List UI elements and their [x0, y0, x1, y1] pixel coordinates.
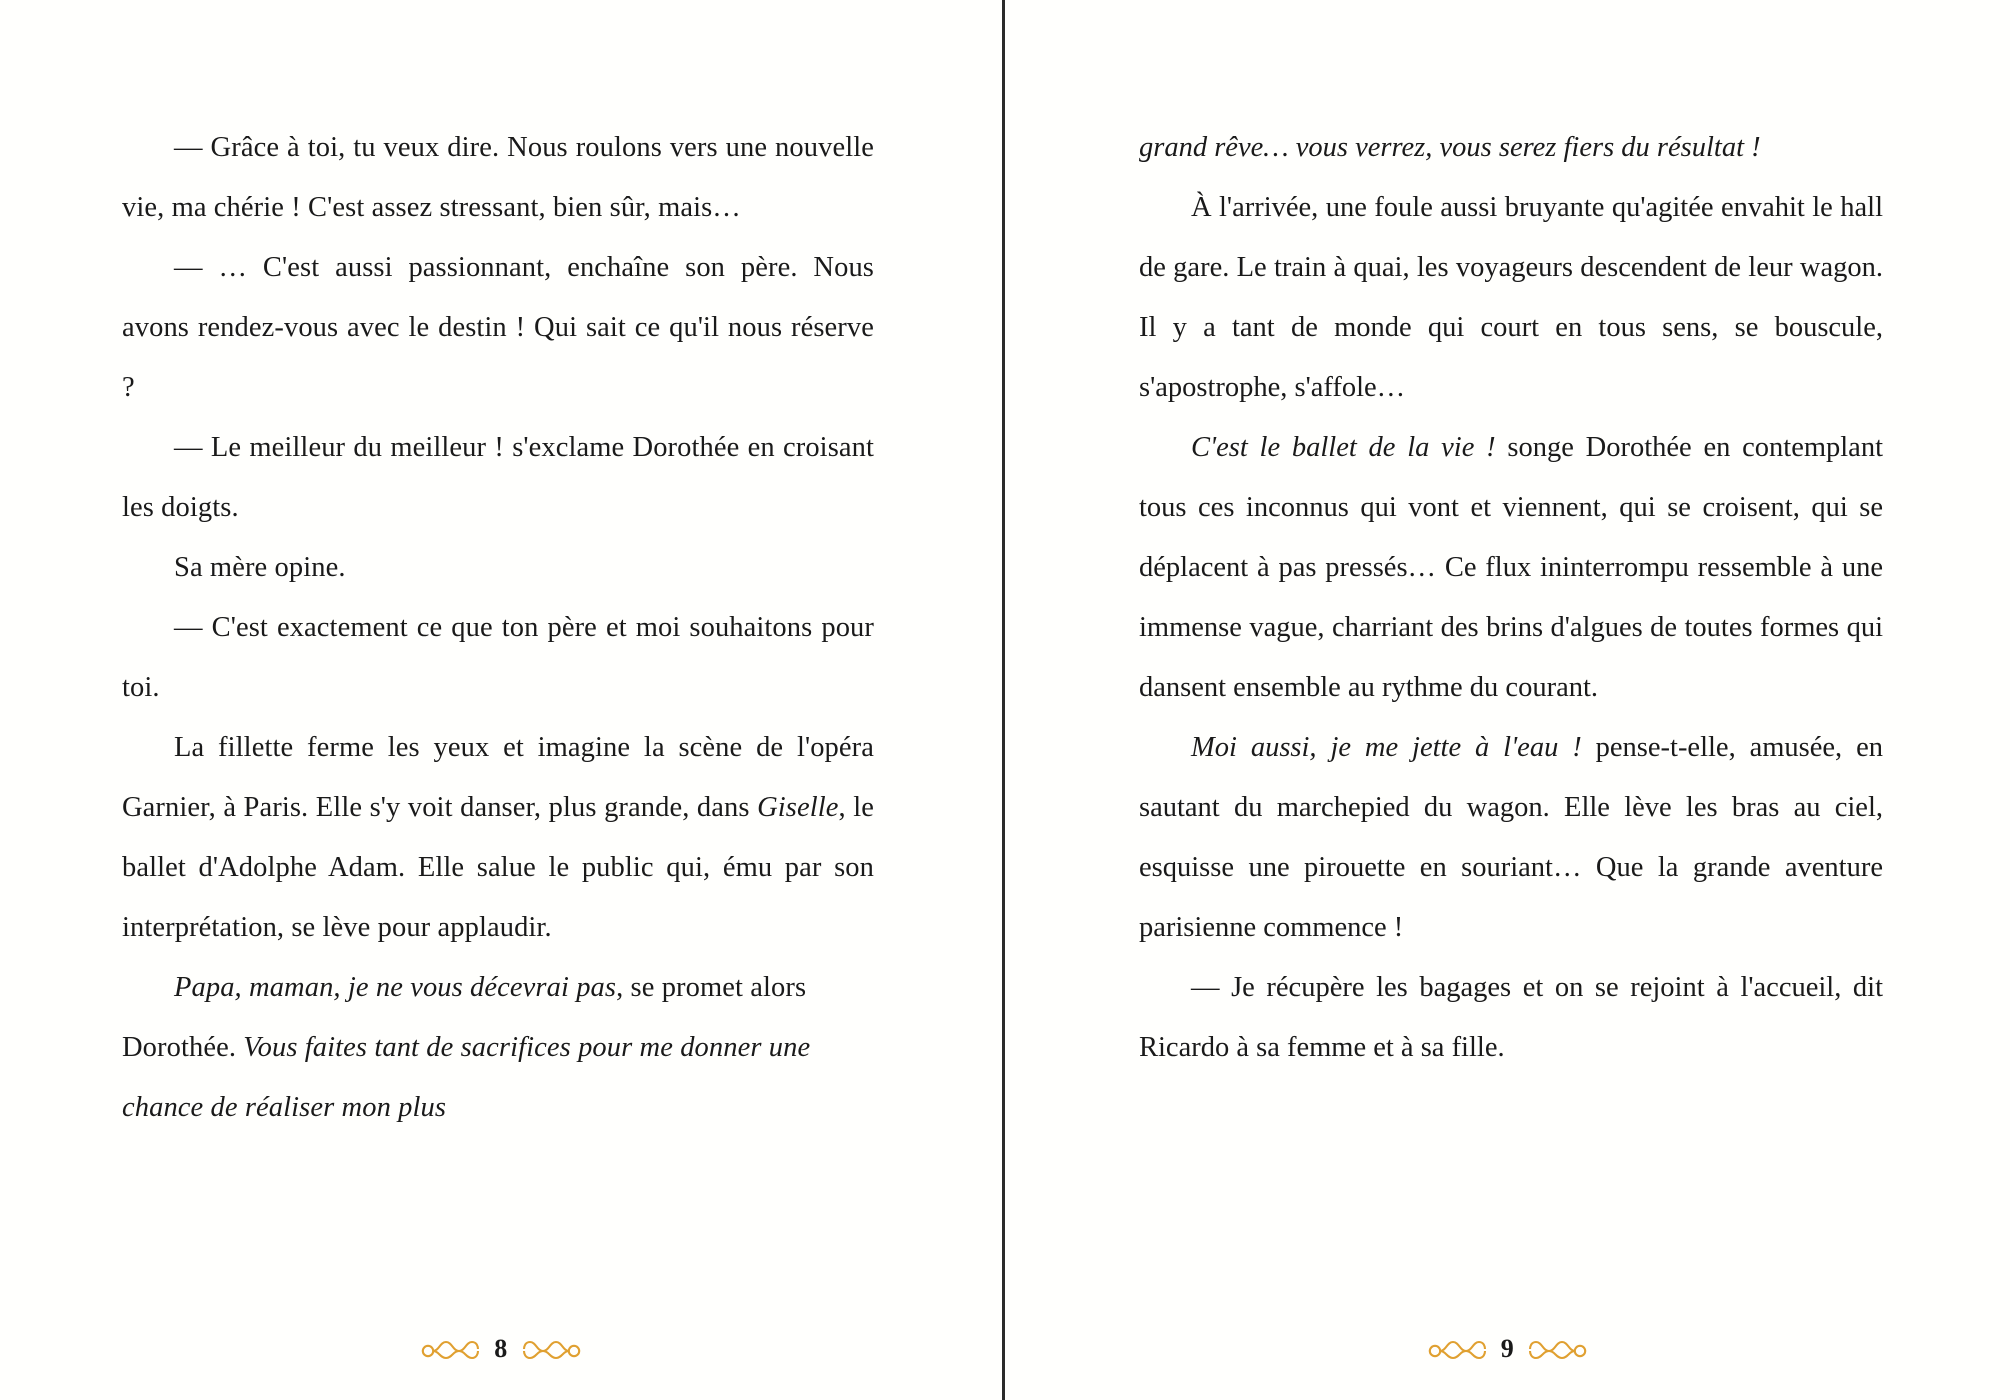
page-right-folio: [1005, 1334, 2010, 1364]
page-left-textblock: [122, 118, 874, 1138]
paragraph: [1139, 958, 1883, 1078]
paragraph: [1139, 418, 1883, 718]
text-run: — Le meilleur du meilleur ! s'exclame Dorothée en croisant les doigts.: [122, 432, 874, 523]
paragraph: [122, 958, 874, 1138]
italic-run: Vous faites tant de sacrifices pour me donner une chance de réaliser mon plus: [122, 1032, 811, 1123]
italic-run: Papa, maman, je ne vous décevrai pas: [174, 972, 617, 1003]
page-right: [1005, 0, 2010, 1400]
ornament-flourish-left-icon: [1427, 1338, 1487, 1360]
text-run: — Grâce à toi, tu veux dire. Nous roulons vers une nouvelle vie, ma chérie ! C'est assez stressant, bien sûr, mais…: [122, 132, 874, 223]
paragraph: [122, 538, 874, 598]
paragraph: [1139, 118, 1883, 178]
text-run: , le ballet d'Adolphe Adam. Elle salue le public qui, ému par son interprétation, se lève pour applaudir.: [122, 792, 875, 943]
paragraph: [122, 118, 874, 238]
page-number: 9: [1500, 1334, 1515, 1363]
text-run: pense-t-elle, amusée, en sautant du marchepied du wagon. Elle lève les bras au ciel, esquisse une pirouette en souriant… Que la grande aventure parisienne commence !: [1139, 732, 1883, 943]
page-left-folio: [0, 1334, 1002, 1364]
paragraph: [122, 598, 874, 718]
paragraph: [122, 718, 874, 958]
paragraph: [122, 238, 874, 418]
italic-run: Moi aussi, je me jette à l'eau !: [1191, 732, 1582, 763]
paragraph: [1139, 718, 1883, 958]
page-number: 8: [494, 1334, 508, 1363]
italic-run: C'est le ballet de la vie !: [1191, 432, 1496, 463]
text-run: — C'est exactement ce que ton père et moi souhaitons pour toi.: [122, 612, 874, 703]
text-run: À l'arrivée, une foule aussi bruyante qu'agitée envahit le hall de gare. Le train à quai, les voyageurs descendent de leur wagon. Il y a tant de monde qui court en tous sens, se bouscule, s'apostrophe, s'affole…: [1139, 192, 1883, 403]
ornament-flourish-left-icon: [420, 1338, 480, 1360]
ornament-flourish-right-icon: [1528, 1338, 1588, 1360]
paragraph: [1139, 178, 1883, 418]
text-run: La fillette ferme les yeux et imagine la scène de l'opéra Garnier, à Paris. Elle s'y voit danser, plus grande, dans: [122, 732, 874, 823]
ornament-flourish-right-icon: [522, 1338, 582, 1360]
text-run: — … C'est aussi passionnant, enchaîne son père. Nous avons rendez-vous avec le destin ! Qui sait ce qu'il nous réserve ?: [122, 252, 874, 403]
text-run: songe Dorothée en contemplant tous ces inconnus qui vont et viennent, qui se croisent, qui se déplacent à pas pressés… Ce flux ininterrompu ressemble à une immense vague, charriant des brins d'algues de toutes formes qui dansent ensemble au rythme du courant.: [1139, 432, 1883, 703]
text-run: Sa mère opine.: [174, 552, 346, 583]
page-right-textblock: [1139, 118, 1883, 1078]
italic-run: grand rêve… vous verrez, vous serez fiers du résultat !: [1139, 132, 1761, 163]
text-run: — Je récupère les bagages et on se rejoint à l'accueil, dit Ricardo à sa femme et à sa fille.: [1139, 972, 1883, 1063]
text-run: , se promet alors Dorothée.: [122, 972, 807, 1063]
italic-run: Giselle: [757, 792, 839, 823]
paragraph: [122, 418, 874, 538]
